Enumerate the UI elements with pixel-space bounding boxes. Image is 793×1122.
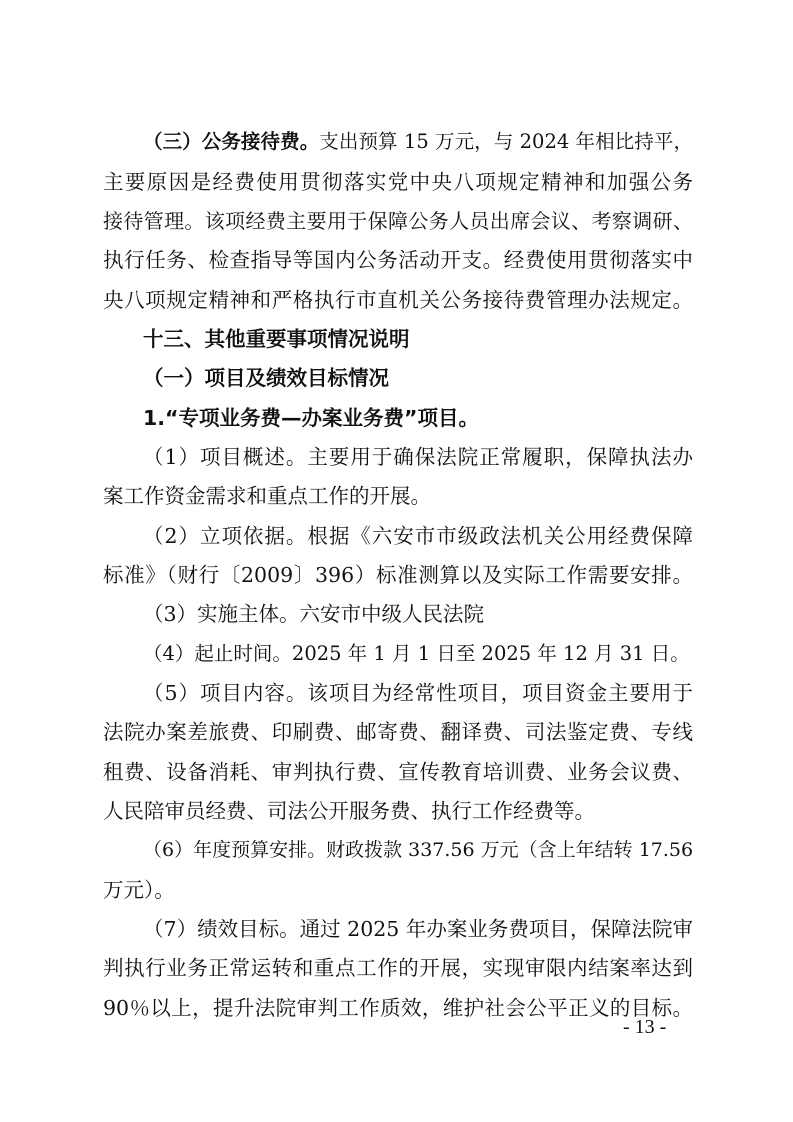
p5-line1: （5）项目内容。该项目为经常性项目，项目资金主要用于 — [143, 681, 693, 705]
p6-line1: （6）年度预算安排。财政拨款 337.56 万元（含上年结转 17.56 — [143, 839, 694, 861]
section13-heading: 十三、其他重要事项情况说明 — [143, 327, 410, 351]
p1-line1: （1）项目概述。主要用于确保法院正常履职，保障执法办 — [143, 445, 693, 469]
page-number: - 13 - — [623, 1016, 667, 1038]
p4-line1: （4）起止时间。2025 年 1 月 1 日至 2025 年 12 月 31 日。 — [143, 642, 690, 665]
p7-line2: 判执行业务正常运转和重点工作的开展，实现审限内结案率达到 — [103, 956, 693, 980]
sub1-heading: （一）项目及绩效目标情况 — [143, 366, 389, 390]
p5-line3: 租费、设备消耗、审判执行费、宣传教育培训费、业务会议费、 — [103, 760, 693, 784]
section3-line5: 央八项规定精神和严格执行市直机关公务接待费管理办法规定。 — [103, 288, 693, 312]
section3-line2: 主要原因是经费使用贯彻落实党中央八项规定精神和加强公务 — [103, 170, 693, 194]
section3-line1 — [143, 128, 693, 156]
item1-heading: 1.“专项业务费—办案业务费”项目。 — [143, 406, 479, 430]
p2-line2: 标准》（财行〔2009〕396）标准测算以及实际工作需要安排。 — [103, 563, 693, 587]
p2-line1: （2）立项依据。根据《六安市市级政法机关公用经费保障 — [143, 524, 693, 548]
p1-line2: 案工作资金需求和重点工作的开展。 — [103, 484, 431, 508]
p3-line1: （3）实施主体。六安市中级人民法院 — [143, 602, 485, 626]
p5-line4: 人民陪审员经费、司法公开服务费、执行工作经费等。 — [103, 799, 595, 823]
section3-line3: 接待管理。该项经费主要用于保障公务人员出席会议、考察调研、 — [103, 209, 693, 233]
section3-line4: 执行任务、检查指导等国内公务活动开支。经费使用贯彻落实中 — [103, 248, 693, 272]
section3-text: 支出预算 15 万元，与 2024 年相比持平， — [319, 130, 693, 153]
p5-line2: 法院办案差旅费、印刷费、邮寄费、翻译费、司法鉴定费、专线 — [103, 720, 693, 744]
section3-heading: （三）公务接待费。 — [143, 130, 320, 153]
p6-line2: 万元）。 — [103, 878, 175, 902]
p7-line1: （7）绩效目标。通过 2025 年办案业务费项目，保障法院审 — [143, 917, 693, 941]
p7-line3: 90％以上，提升法院审判工作质效，维护社会公平正义的目标。 — [103, 996, 693, 1020]
